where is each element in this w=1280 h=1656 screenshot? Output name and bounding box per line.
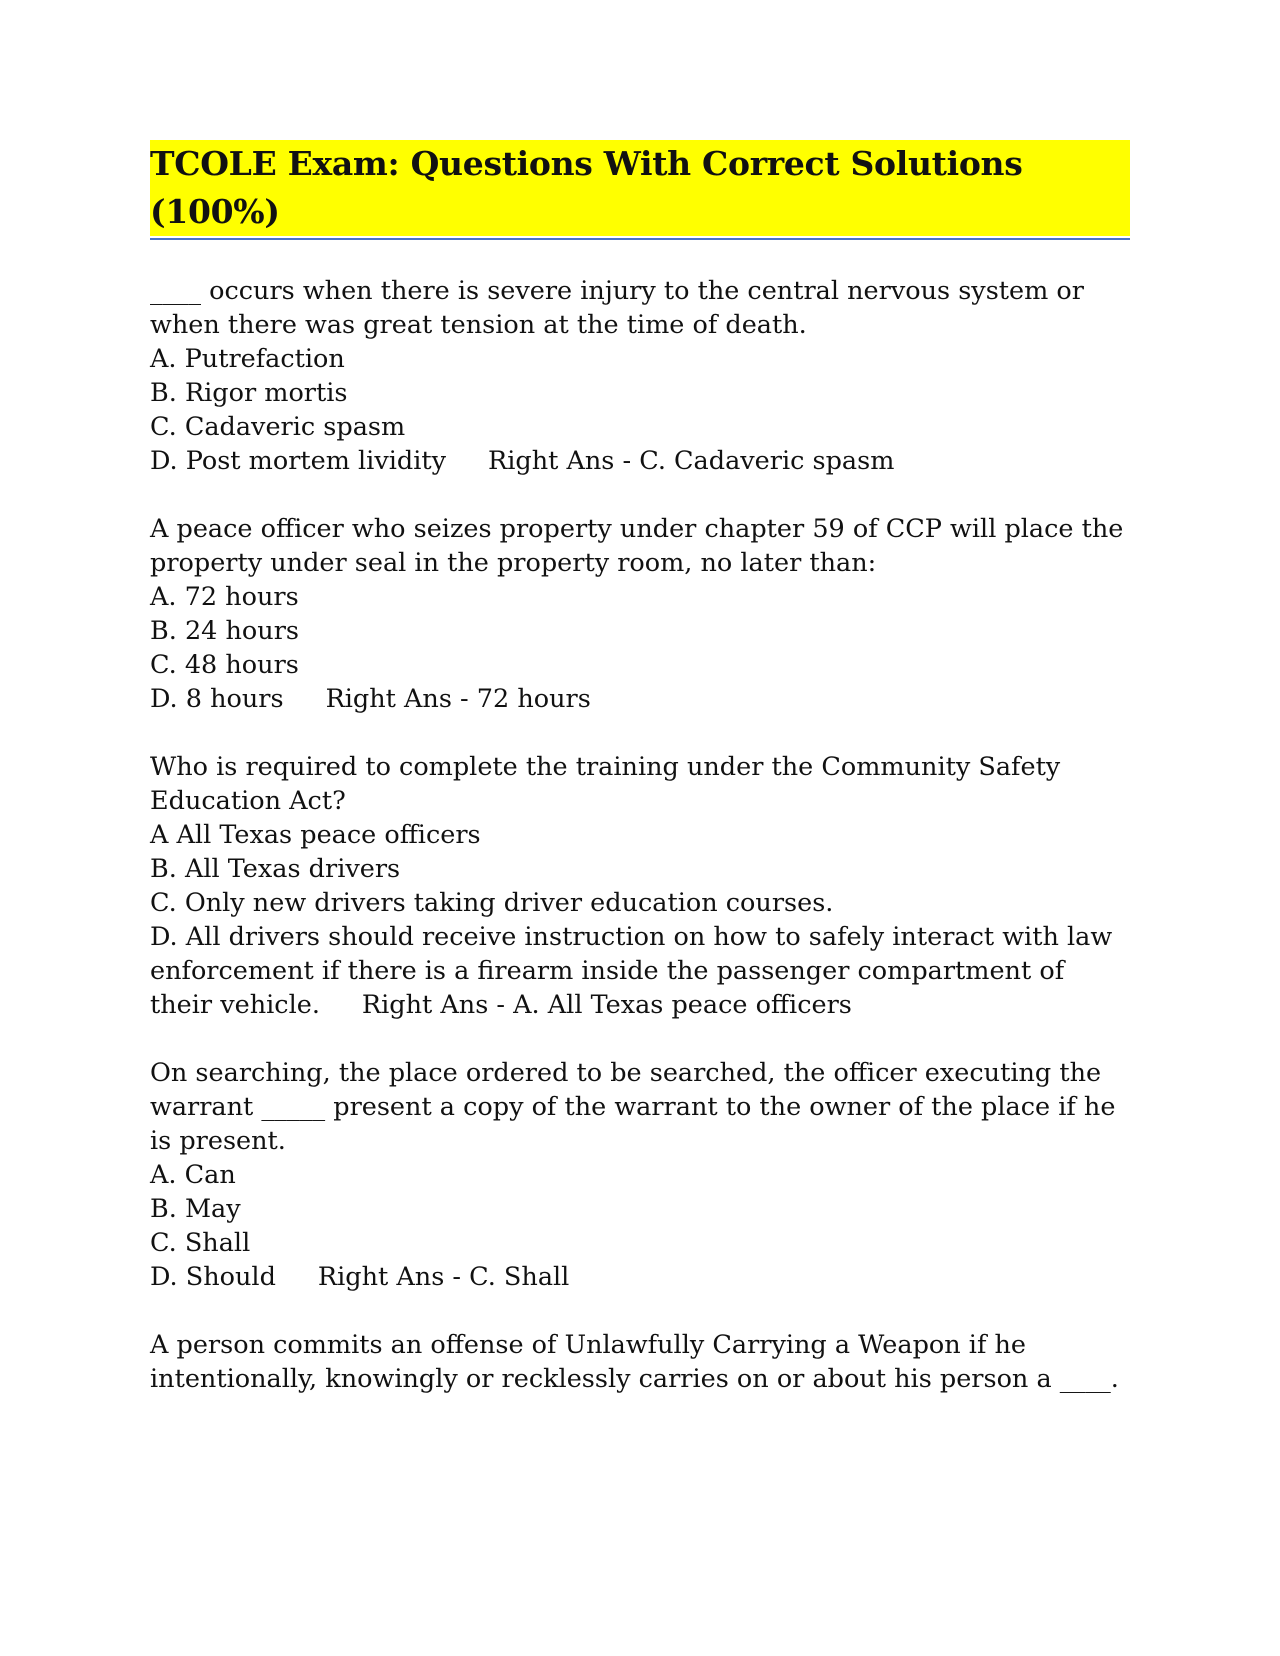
question-stem: Who is required to complete the training under the Community Safety Education Act? [150, 752, 1061, 816]
option: D. Should [150, 1262, 276, 1292]
option: A. 72 hours [150, 582, 299, 612]
question-1 [150, 274, 1130, 478]
document-title: TCOLE Exam: Questions With Correct Solutions (100%) [150, 140, 1130, 236]
right-answer: Right Ans - 72 hours [325, 684, 591, 714]
option: D. 8 hours [150, 684, 284, 714]
question-stem: A person commits an offense of Unlawfully Carrying a Weapon if he intentionally, knowingly or recklessly carries on or about his person a ____. [150, 1330, 1119, 1394]
options-list [150, 342, 1130, 478]
right-answer: Right Ans - A. All Texas peace officers [361, 990, 852, 1020]
option: A All Texas peace officers [150, 820, 481, 850]
option-last [150, 444, 1130, 478]
question-stem: A peace officer who seizes property under chapter 59 of CCP will place the property under seal in the property room, no later than: [150, 514, 1124, 578]
options-list [150, 818, 1130, 1022]
options-list [150, 580, 1130, 716]
question-2 [150, 512, 1130, 716]
option: A. Can [150, 1160, 236, 1190]
question-stem: On searching, the place ordered to be searched, the officer executing the warrant _____ present a copy of the warrant to the owner of the place if he is present. [150, 1058, 1116, 1156]
question-5 [150, 1328, 1130, 1396]
option: B. All Texas drivers [150, 854, 401, 884]
option: C. 48 hours [150, 650, 299, 680]
option-last [150, 682, 1130, 716]
title-underline [150, 140, 1130, 240]
option: D. Post mortem lividity [150, 446, 447, 476]
document-page [150, 140, 1130, 1430]
option: C. Only new drivers taking driver education courses. [150, 888, 834, 918]
right-answer: Right Ans - C. Shall [317, 1262, 570, 1292]
option: A. Putrefaction [150, 344, 345, 374]
option: B. 24 hours [150, 616, 299, 646]
option: B. May [150, 1194, 241, 1224]
question-3 [150, 750, 1130, 1022]
option: B. Rigor mortis [150, 378, 348, 408]
right-answer: Right Ans - C. Cadaveric spasm [488, 446, 895, 476]
option: C. Cadaveric spasm [150, 412, 406, 442]
option-last [150, 920, 1130, 1022]
option-last [150, 1260, 1130, 1294]
option: D. All drivers should receive instruction on how to safely interact with law enforcement if there is a firearm inside the passenger compartment of their vehicle. [150, 922, 1113, 1020]
option: C. Shall [150, 1228, 251, 1258]
question-stem: ____ occurs when there is severe injury to the central nervous system or when there was great tension at the time of death. [150, 276, 1084, 340]
options-list [150, 1158, 1130, 1294]
question-4 [150, 1056, 1130, 1294]
